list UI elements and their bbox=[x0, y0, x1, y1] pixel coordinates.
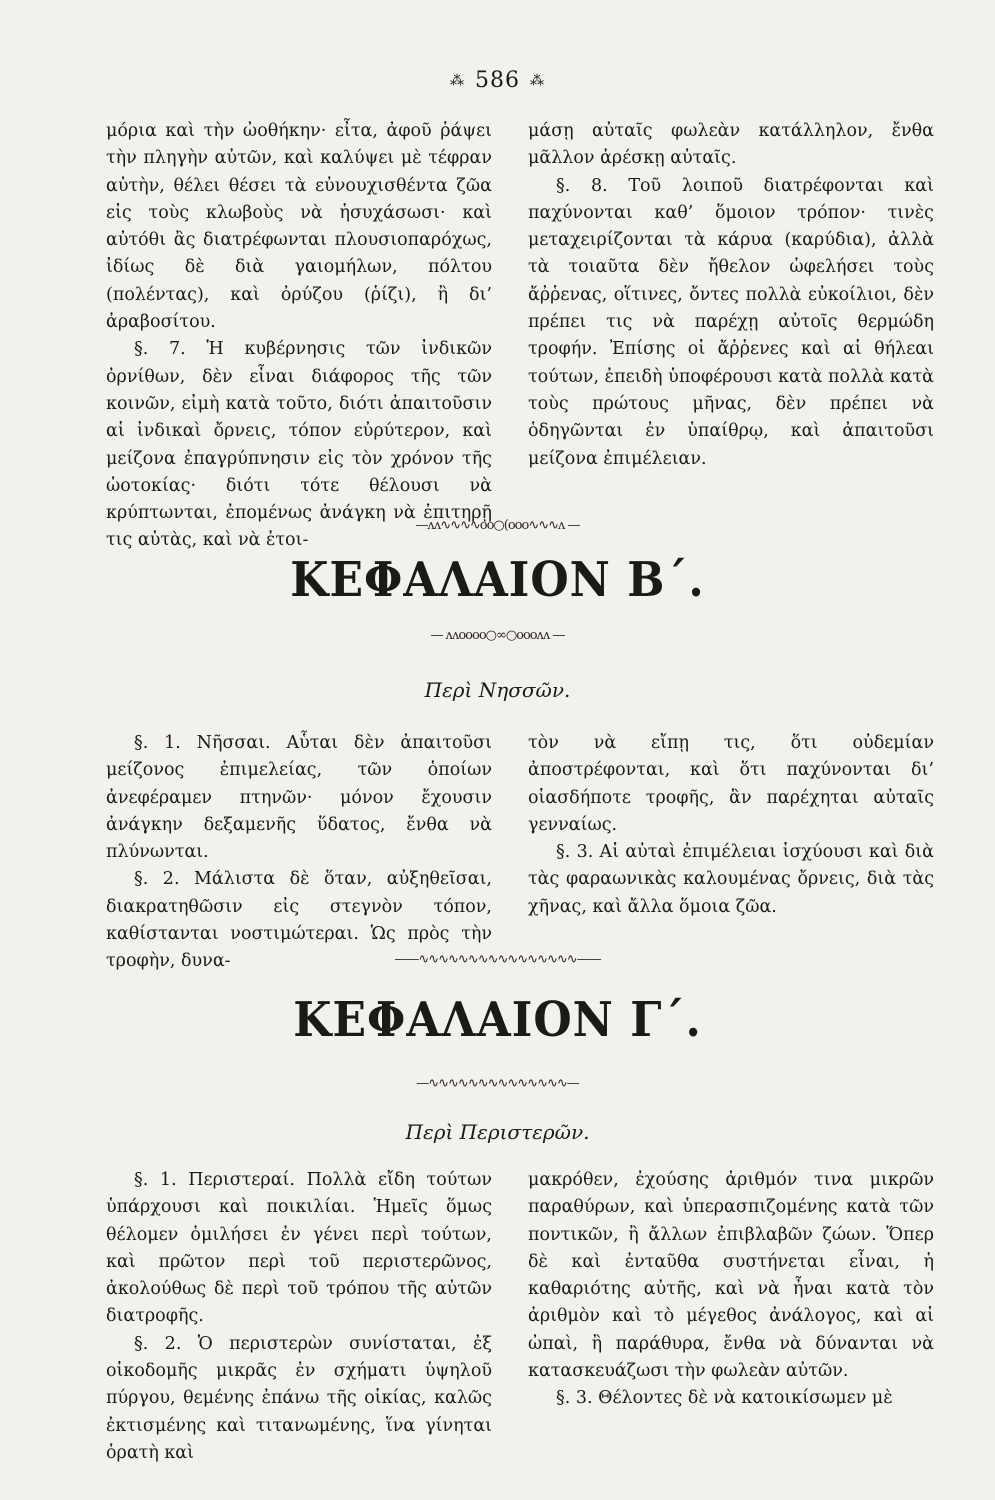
chapter-b-subtitle: Περὶ Νησσῶν. bbox=[424, 678, 571, 702]
paragraph: §. 1. Περιστεραί. Πολλὰ εἴδη τούτων ὑπάρχουσι καὶ ποικιλίαι. Ἡμεῖς ὅμως θέλομεν ὁμιλήσει ἐν γένει περὶ τούτων, καὶ πρῶτον περὶ τοῦ περιστερῶνος, ἀκολούθως δὲ περὶ τοῦ τρόπου τῆς αὐτῶν διατροφῆς. bbox=[106, 1170, 492, 1327]
page-number-value: 586 bbox=[475, 68, 520, 93]
paragraph: μακρόθεν, ἐχούσης ἀριθμόν τινα μικρῶν παραθύρων, καὶ ὑπερασπιζομένης κατὰ τῶν ποντικῶν, ἢ ἄλλων ἐπιβλαβῶν ζώων. Ὅπερ δὲ καὶ ἐνταῦθα συστήνεται εἶναι, ἡ καθαριότης αὐτῆς, καὶ νὰ ἦναι κατὰ τὸν ἀριθμὸν καὶ τὸ μέγεθος ἀνάλογος, καὶ αἱ ὠπαὶ, ἢ παράθυρα, ἔνθα νὰ δύνανται νὰ κατασκευάζωσι τὴν φωλεὰν αὐτῶν. bbox=[528, 1170, 934, 1382]
ornamental-divider: —ʌʌ∿∿∿∿oo○(ooo∿∿∿ʌ — bbox=[415, 518, 580, 533]
section-3-left-column bbox=[106, 1167, 492, 1467]
paragraph: §. 7. Ἡ κυβέρνησις τῶν ἰνδικῶν ὀρνίθων, δὲν εἶναι διάφορος τῆς τῶν κοινῶν, εἰμὴ κατὰ τοῦτο, διότι ἀπαιτοῦσιν αἱ ἰνδικαὶ ὄρνεις, τόπον εὐρύτερον, καὶ μείζονα ἐπαγρύπνησιν εἰς τὸν χρόνον τῆς ὠοτοκίας· διότι τότε θέλουσι νὰ κρύπτωνται, ἐπομένως ἀνάγκη νὰ ἐπιτηρῇ τις αὐτὰς, καὶ νὰ ἑτοι- bbox=[106, 339, 492, 551]
chapter-b-title: ΚΕΦΑΛΑΙΟΝ Β΄. bbox=[290, 552, 705, 609]
paragraph: §. 2. Ὁ περιστερὼν συνίσταται, ἐξ οἰκοδομῆς μικρᾶς ἐν σχήματι ὑψηλοῦ πύργου, θεμένης ἐπάνω τῆς οἰκίας, καλῶς ἐκτισμένης καὶ τιτανωμένης, ἵνα γίνηται ὁρατὴ καὶ bbox=[106, 1333, 492, 1463]
section-3-right-column bbox=[528, 1167, 934, 1413]
chapter-g-title: ΚΕΦΑΛΑΙΟΝ Γ΄. bbox=[293, 992, 702, 1049]
paragraph: §. 1. Νῆσσαι. Αὗται δὲν ἀπαιτοῦσι μείζονος ἐπιμελείας, τῶν ὁποίων ἀνεφέραμεν πτηνῶν· μόνον ἔχουσιν ἀνάγκην δεξαμενῆς ὕδατος, ἔνθα νὰ πλύνωνται. bbox=[106, 733, 492, 863]
section-1-left-column bbox=[106, 118, 492, 555]
paragraph: μόρια καὶ τὴν ὠοθήκην· εἶτα, ἀφοῦ ῥάψει τὴν πληγὴν αὐτῶν, καὶ καλύψει μὲ τέφραν αὐτὴν, θέλει θέσει τὰ εὐνουχισθέντα ζῶα εἰς τοὺς κλωβοὺς νὰ ἡσυχάσωσι· καὶ αὐτόθι ἂς διατρέφωνται πλουσιοπαρόχως, ἰδίως δὲ διὰ γαιομήλων, πόλτου (πολέντας), καὶ ὀρύζου (ῥίζι), ἢ δι’ ἀραβοσίτου. bbox=[106, 121, 492, 333]
paragraph: §. 3. Αἱ αὐταὶ ἐπιμέλειαι ἰσχύουσι καὶ διὰ τὰς φαραωνικὰς καλουμένας ὄρνεις, διὰ τὰς χῆνας, καὶ ἄλλα ὅμοια ζῶα. bbox=[528, 842, 934, 917]
paragraph: μάσῃ αὐταῖς φωλεὰν κατάλληλον, ἔνθα μᾶλλον ἀρέσκῃ αὐταῖς. bbox=[528, 121, 934, 169]
paragraph: §. 3. Θέλοντες δὲ νὰ κατοικίσωμεν μὲ bbox=[556, 1388, 893, 1409]
ornament-left-icon: ⁂ bbox=[450, 73, 465, 89]
section-2-right-column bbox=[528, 730, 934, 921]
page-number bbox=[0, 68, 995, 93]
section-1-right-column bbox=[528, 118, 934, 473]
chapter-g-subtitle: Περὶ Περιστερῶν. bbox=[405, 1120, 590, 1144]
paragraph: §. 2. Μάλιστα δὲ ὅταν, αὐξηθεῖσαι, διακρατηθῶσιν εἰς στεγνὸν τόπον, καθίστανται νοστιμώτεραι. Ὡς πρὸς τὴν τροφὴν, δυνα- bbox=[106, 869, 492, 972]
section-2-left-column bbox=[106, 730, 492, 976]
ornamental-divider: —∿∿∿∿∿∿∿∿∿∿∿∿∿∿— bbox=[416, 1076, 579, 1091]
ornamental-divider: — ʌʌoooo○∞○oooʌʌ — bbox=[430, 628, 565, 643]
ornament-right-icon: ⁂ bbox=[530, 73, 545, 89]
paragraph: §. 8. Τοῦ λοιποῦ διατρέφονται καὶ παχύνονται καθ’ ὅμοιον τρόπον· τινὲς μεταχειρίζονται τὰ κάρυα (καρύδια), ἀλλὰ τὰ τοιαῦτα δὲν ἤθελον ὠφελήσει τοὺς ἄῤῥενας, οἵτινες, ὄντες πολλὰ εὐκοίλιοι, δὲν πρέπει τις νὰ παρέχῃ αὐτοῖς θερμώδη τροφήν. Ἐπίσης οἱ ἄῤῥενες καὶ αἱ θήλεαι τούτων, ἐπειδὴ ὑποφέρουσι κατὰ πολλὰ κατὰ τοὺς πρώτους μῆνας, δὲν πρέπει νὰ ὁδηγῶνται ἐν ὑπαίθρῳ, καὶ ἀπαιτοῦσι μείζονα ἐπιμέλειαν. bbox=[528, 175, 934, 469]
ornamental-divider: ——∿∿∿∿∿∿∿∿∿∿∿∿∿∿∿∿—— bbox=[394, 952, 601, 967]
paragraph: τὸν νὰ εἴπῃ τις, ὅτι οὐδεμίαν ἀποστρέφονται, καὶ ὅτι παχύνονται δι’ οἱασδήποτε τροφῆς, ἂν παρέχηται αὐταῖς γενναίως. bbox=[528, 733, 934, 835]
